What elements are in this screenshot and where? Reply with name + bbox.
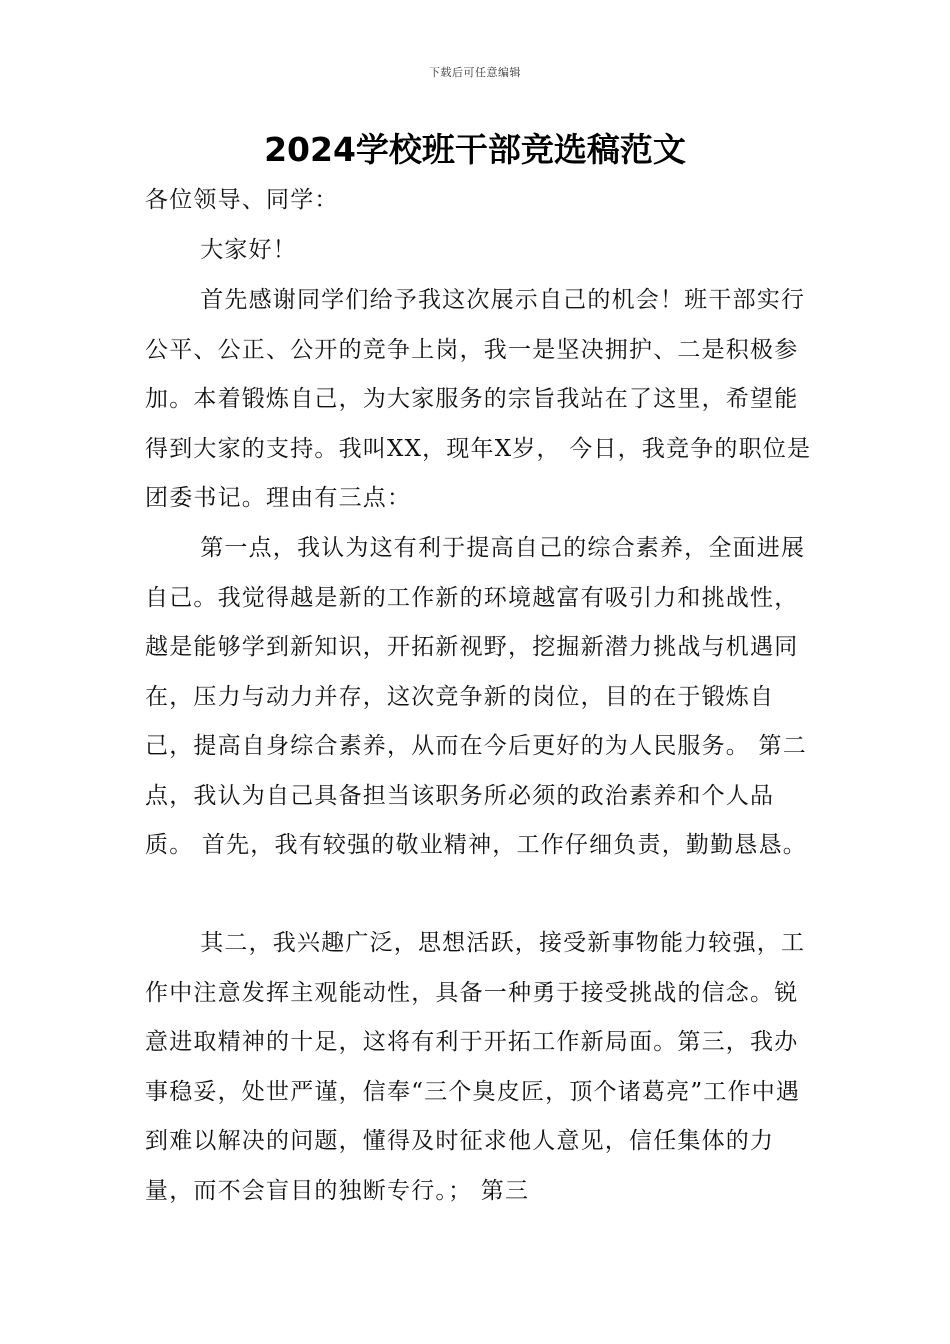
paragraph-text: 第一点，我认为这有利于提高自己的综合素养，全面进展自己。我觉得越是新的工作新的环境越富有吸引力和挑战性，越是能够学到新知识，开拓新视野，挖掘新潜力挑战与机遇同在，压力与动力并存，这次竞争新的岗位，目的在于锻炼自己，提高自身综合素养，从而在今后更好的为人民服务。 第二点，我认为自己具备担当该职务所必须的政治素养和个人品质。 首先，我有较强的敬业精神，工作仔细负责，勤勤恳恳。	[145, 535, 807, 858]
header-note: 下载后可任意编辑	[429, 66, 521, 79]
paragraph-text: 其二，我兴趣广泛，思想活跃，接受新事物能力较强，工作中注意发挥主观能动性，具备一种勇于接受挑战的信念。锐意进取精神的十足，这将有利于开拓工作新局面。第三，我办事稳妥，处世严谨，信奉“三个臭皮匠，顶个诸葛亮”工作中遇到难以解决的问题，懂得及时征求他人意见，信任集体的力量，而不会盲目的独断专行。； 第三	[145, 930, 806, 1204]
document-title: 2024学校班干部竞选稿范文	[264, 130, 686, 169]
paragraph-text: 大家好！	[200, 237, 297, 263]
paragraph-introduction	[145, 276, 815, 524]
salutation: 各位领导、同学：	[145, 187, 339, 213]
paragraph-second-point	[145, 919, 815, 1216]
paragraph-text: 首先感谢同学们给予我这次展示自己的机会！班干部实行公平、公正、公开的竞争上岗，我一是坚决拥护、二是积极参加。本着锻炼自己，为大家服务的宗旨我站在了这里，希望能得到大家的支持。我叫XX，现年X岁， 今日，我竞争的职位是团委书记。理由有三点：	[145, 287, 812, 511]
paragraph-first-point	[145, 524, 815, 871]
paragraph-greeting	[145, 226, 815, 276]
